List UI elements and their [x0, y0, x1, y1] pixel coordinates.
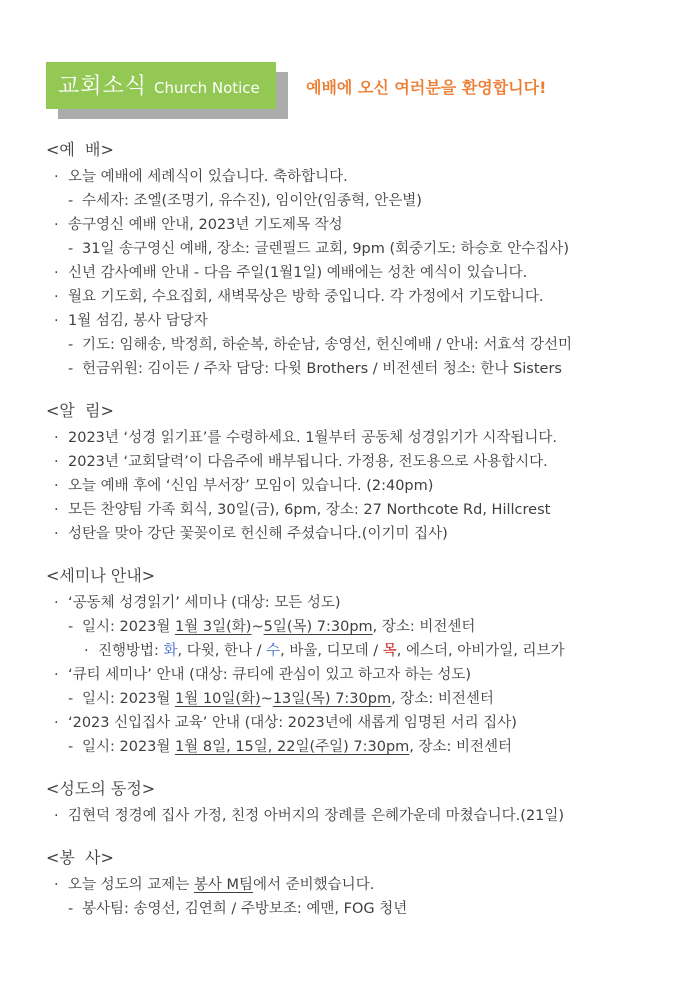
- line-text: [68, 454, 548, 471]
- underlined-text: 1월 8일, 15일, 22일(주일) 7:30pm: [175, 739, 410, 755]
- plain-text: 신년 감사예배 안내 - 다음 주일(1월1일) 예배에는 성찬 예식이 있습니다.: [68, 265, 528, 281]
- notice-line: [54, 430, 666, 447]
- notice-line: [54, 595, 666, 612]
- notice-sections: [46, 137, 666, 918]
- plain-text: 김현덕 정경예 집사 가정, 친정 아버지의 장례를 은혜가운데 마쳤습니다.(21일): [68, 808, 565, 824]
- plain-text: , 에스더, 아비가일, 리브가: [396, 643, 565, 659]
- notice-line: [54, 478, 666, 495]
- notice-line: [68, 361, 666, 378]
- welcome-message: 예배에 오신 여러분을 환영합니다!: [306, 78, 547, 97]
- notice-line: [54, 715, 666, 732]
- plain-text: 모든 찬양팀 가족 회식, 30일(금), 6pm, 장소: 27 Northcote Rd, Hillcrest: [68, 502, 551, 518]
- dash-marker: -: [68, 691, 74, 707]
- line-text: [82, 337, 572, 354]
- line-text: [68, 217, 343, 234]
- line-text: [68, 526, 448, 543]
- line-text: [68, 289, 544, 306]
- plain-text: , 장소: 비전센터: [409, 739, 513, 755]
- bullet-marker: ·: [54, 478, 59, 494]
- notice-line: [68, 901, 666, 918]
- notice-line: [68, 193, 666, 210]
- dash-marker: -: [68, 193, 74, 209]
- section-title: <예 배>: [46, 140, 114, 159]
- bullet-marker: ·: [54, 169, 59, 185]
- section-title: <알 림>: [46, 401, 114, 420]
- plain-text: 오늘 예배에 세례식이 있습니다. 축하합니다.: [68, 169, 348, 185]
- bullet-marker: ·: [54, 808, 59, 824]
- section: [46, 137, 666, 378]
- plain-text: 진행방법:: [98, 643, 164, 659]
- colored-text: 수: [266, 643, 281, 659]
- plain-text: 2023년 ‘교회달력’이 다음주에 배부됩니다. 가정용, 전도용으로 사용합시다.: [68, 454, 548, 470]
- plain-text: ~: [251, 619, 264, 635]
- plain-text: , 바울, 디모데 /: [280, 643, 383, 659]
- plain-text: ‘공동체 성경읽기’ 세미나 (대상: 모든 성도): [68, 595, 341, 611]
- underlined-text: 1월 10일(화): [175, 691, 261, 707]
- line-text: [82, 241, 569, 258]
- dash-marker: -: [68, 901, 74, 917]
- bullet-marker: ·: [54, 430, 59, 446]
- plain-text: ‘2023 신입집사 교육’ 안내 (대상: 2023년에 새롭게 임명된 서리 집사): [68, 715, 517, 731]
- plain-text: , 장소: 비전센터: [372, 619, 476, 635]
- notice-line: [54, 289, 666, 306]
- bullet-marker: ·: [54, 313, 59, 329]
- plain-text: ~: [260, 691, 273, 707]
- plain-text: 오늘 예배 후에 ‘신임 부서장’ 모임이 있습니다. (2:40pm): [68, 478, 434, 494]
- plain-text: 에서 준비했습니다.: [253, 877, 375, 893]
- line-text: [68, 313, 208, 330]
- line-text: [98, 643, 564, 660]
- colored-text: 목: [382, 643, 397, 659]
- bullet-marker: ·: [54, 502, 59, 518]
- bullet-marker: ·: [54, 595, 59, 611]
- line-text: [82, 739, 512, 756]
- plain-text: 기도: 임해송, 박정희, 하순복, 하순남, 송영선, 헌신예배 / 안내: 서효석 강선미: [82, 337, 572, 353]
- plain-text: 송구영신 예배 안내, 2023년 기도제목 작성: [68, 217, 343, 233]
- underlined-text: 13일(목) 7:30pm: [272, 691, 392, 707]
- plain-text: 수세자: 조엘(조명기, 유수진), 임이안(임종혁, 안은별): [82, 193, 422, 209]
- notice-line: [68, 619, 666, 636]
- plain-text: 일시: 2023월: [82, 739, 176, 755]
- notice-line: [54, 808, 666, 825]
- bullet-marker: ·: [54, 217, 59, 233]
- bullet-marker: ·: [54, 265, 59, 281]
- notice-line: [54, 313, 666, 330]
- plain-text: 1월 섬김, 봉사 담당자: [68, 313, 208, 329]
- section: [46, 845, 666, 918]
- plain-text: 31일 송구영신 예배, 장소: 글렌필드 교회, 9pm (회중기도: 하승호 안수집사): [82, 241, 569, 257]
- dash-marker: -: [68, 619, 74, 635]
- line-text: [82, 193, 422, 210]
- line-text: [82, 691, 494, 708]
- plain-text: 일시: 2023월: [82, 619, 176, 635]
- plain-text: , 다윗, 한나 /: [177, 643, 267, 659]
- section-title: <성도의 동정>: [46, 779, 156, 798]
- notice-line: [68, 739, 666, 756]
- plain-text: 봉사팀: 송영선, 김연희 / 주방보조: 예맨, FOG 청년: [82, 901, 408, 917]
- line-text: [82, 901, 407, 918]
- plain-text: 월요 기도회, 수요집회, 새벽묵상은 방학 중입니다. 각 가정에서 기도합니다.: [68, 289, 544, 305]
- line-text: [68, 808, 564, 825]
- notice-line: [84, 643, 666, 660]
- notice-line: [54, 217, 666, 234]
- section-title: <봉 사>: [46, 848, 114, 867]
- title-korean: 교회소식: [58, 74, 148, 99]
- dash-marker: -: [68, 739, 74, 755]
- bullet-marker: ·: [54, 454, 59, 470]
- notice-line: [54, 454, 666, 471]
- line-text: [68, 595, 341, 612]
- notice-line: [54, 502, 666, 519]
- notice-line: [68, 337, 666, 354]
- section: [46, 776, 666, 825]
- notice-line: [54, 667, 666, 684]
- line-text: [68, 667, 471, 684]
- section-title: <세미나 안내>: [46, 566, 156, 585]
- notice-line: [54, 169, 666, 186]
- underlined-text: 1월 3일(화): [175, 619, 252, 635]
- plain-text: , 장소: 비전센터: [391, 691, 494, 707]
- line-text: [68, 169, 348, 186]
- line-text: [68, 715, 517, 732]
- bullet-marker: ·: [54, 526, 59, 542]
- title-box: [46, 62, 276, 109]
- notice-line: [68, 241, 666, 258]
- header: [46, 62, 666, 109]
- plain-text: 오늘 성도의 교제는: [68, 877, 194, 893]
- bullet-marker: ·: [54, 289, 59, 305]
- line-text: [82, 361, 562, 378]
- dash-marker: -: [68, 337, 74, 353]
- underlined-text: 5일(목) 7:30pm: [263, 619, 373, 635]
- underlined-text: 봉사 M팀: [193, 877, 254, 893]
- section: [46, 563, 666, 756]
- line-text: [68, 502, 550, 519]
- dash-marker: -: [68, 241, 74, 257]
- notice-line: [54, 265, 666, 282]
- bullet-marker: ·: [84, 643, 89, 659]
- line-text: [68, 430, 557, 447]
- title-english: Church Notice: [154, 79, 260, 97]
- bullet-marker: ·: [54, 877, 59, 893]
- dash-marker: -: [68, 361, 74, 377]
- plain-text: 일시: 2023월: [82, 691, 176, 707]
- notice-line: [68, 691, 666, 708]
- section: [46, 398, 666, 543]
- plain-text: 2023년 ‘성경 읽기표’를 수령하세요. 1월부터 공동체 성경읽기가 시작됩니다.: [68, 430, 558, 446]
- notice-line: [54, 526, 666, 543]
- line-text: [68, 265, 527, 282]
- line-text: [82, 619, 475, 636]
- plain-text: 헌금위원: 김이든 / 주차 담당: 다윗 Brothers / 비전센터 청소: 한나 Sisters: [82, 361, 562, 377]
- bullet-marker: ·: [54, 715, 59, 731]
- colored-text: 화: [163, 643, 178, 659]
- notice-line: [54, 877, 666, 894]
- line-text: [68, 877, 374, 894]
- bullet-marker: ·: [54, 667, 59, 683]
- plain-text: 성탄을 맞아 강단 꽃꽂이로 헌신해 주셨습니다.(이기미 집사): [68, 526, 448, 542]
- plain-text: ‘큐티 세미나’ 안내 (대상: 큐티에 관심이 있고 하고자 하는 성도): [68, 667, 472, 683]
- line-text: [68, 478, 433, 495]
